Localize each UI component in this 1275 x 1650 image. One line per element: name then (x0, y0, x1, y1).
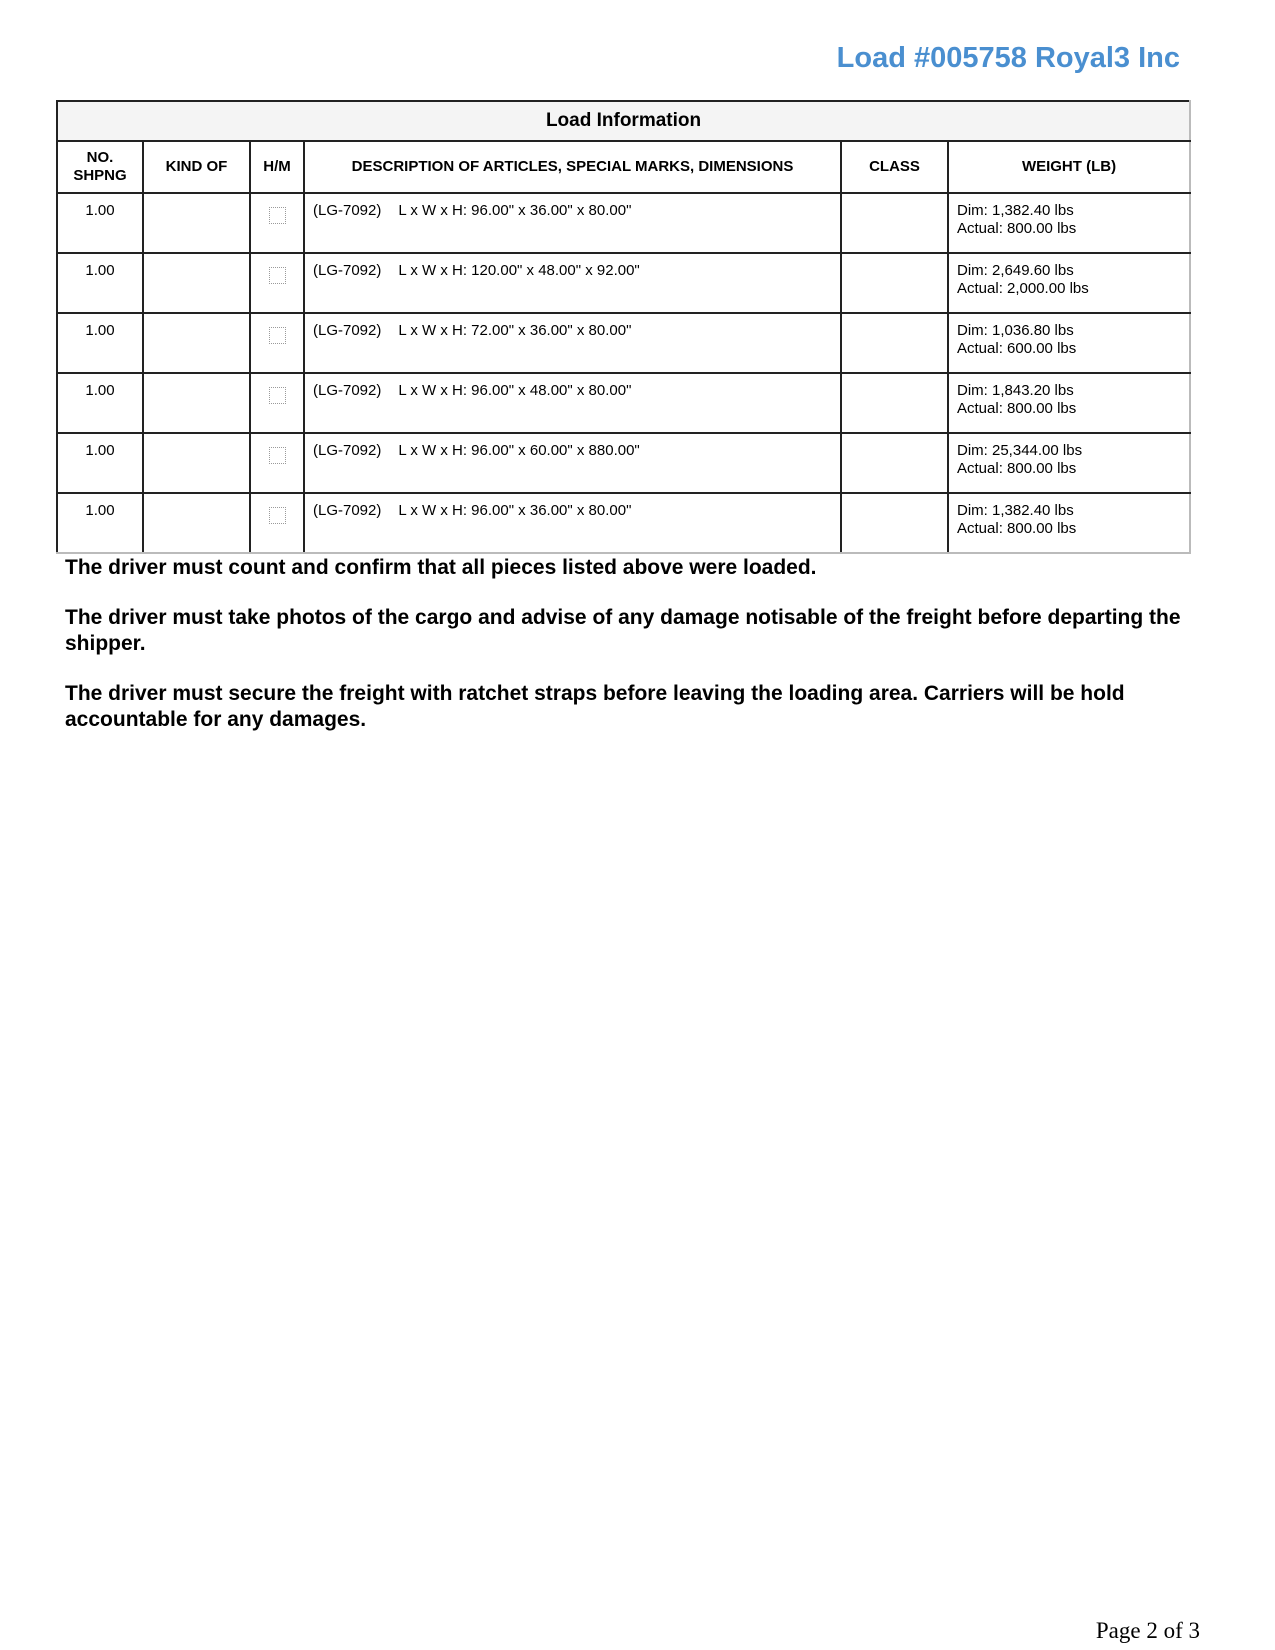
weight-cell (948, 193, 1190, 253)
hm-checkbox[interactable] (269, 507, 286, 524)
column-header-description: DESCRIPTION OF ARTICLES, SPECIAL MARKS, DIMENSIONS (304, 141, 841, 193)
dim-weight: Dim: 1,843.20 lbs (957, 382, 1074, 399)
instruction-count-pieces: The driver must count and confirm that all pieces listed above were loaded. (65, 556, 817, 579)
column-header-no-shpng: NO. SHPNG (57, 141, 143, 193)
description-cell (304, 253, 841, 313)
hm-checkbox[interactable] (269, 387, 286, 404)
weight-cell (948, 253, 1190, 313)
table-row (57, 313, 1190, 373)
actual-weight: Actual: 800.00 lbs (957, 220, 1077, 237)
class-cell (841, 373, 948, 433)
hm-checkbox[interactable] (269, 447, 286, 464)
instruction-secure-freight: The driver must secure the freight with ratchet straps before leaving the loading area. Carriers will be hold accountable for any damages. (65, 682, 1125, 731)
hm-checkbox[interactable] (269, 327, 286, 344)
kind-of-cell (143, 193, 250, 253)
hm-cell (250, 313, 304, 373)
kind-of-cell (143, 253, 250, 313)
hm-cell (250, 193, 304, 253)
no-shpng-cell: 1.00 (57, 193, 143, 253)
description-cell (304, 433, 841, 493)
kind-of-cell (143, 313, 250, 373)
dim-weight: Dim: 1,036.80 lbs (957, 322, 1074, 339)
article-code: (LG-7092) (313, 502, 382, 519)
document-title: Load #005758 Royal3 Inc (836, 42, 1180, 74)
no-shpng-cell: 1.00 (57, 373, 143, 433)
weight-cell (948, 433, 1190, 493)
table-row (57, 193, 1190, 253)
hm-checkbox[interactable] (269, 267, 286, 284)
description-cell (304, 493, 841, 553)
article-code: (LG-7092) (313, 442, 382, 459)
description-cell (304, 373, 841, 433)
no-shpng-cell: 1.00 (57, 313, 143, 373)
article-dimensions: L x W x H: 96.00" x 48.00" x 80.00" (398, 382, 632, 399)
column-header-weight: WEIGHT (LB) (948, 141, 1190, 193)
article-code: (LG-7092) (313, 202, 382, 219)
dim-weight: Dim: 2,649.60 lbs (957, 262, 1074, 279)
dim-weight: Dim: 25,344.00 lbs (957, 442, 1083, 459)
dim-weight: Dim: 1,382.40 lbs (957, 502, 1074, 519)
class-cell (841, 313, 948, 373)
table-row (57, 253, 1190, 313)
hm-cell (250, 433, 304, 493)
hm-checkbox[interactable] (269, 207, 286, 224)
actual-weight: Actual: 800.00 lbs (957, 460, 1077, 477)
article-dimensions: L x W x H: 96.00" x 36.00" x 80.00" (398, 502, 632, 519)
driver-instructions (65, 555, 1185, 757)
actual-weight: Actual: 800.00 lbs (957, 520, 1077, 537)
description-cell (304, 313, 841, 373)
load-information-table (56, 100, 1191, 554)
actual-weight: Actual: 800.00 lbs (957, 400, 1077, 417)
class-cell (841, 433, 948, 493)
weight-cell (948, 493, 1190, 553)
hm-cell (250, 253, 304, 313)
article-dimensions: L x W x H: 96.00" x 36.00" x 80.00" (398, 202, 632, 219)
article-code: (LG-7092) (313, 262, 382, 279)
class-cell (841, 253, 948, 313)
table-row (57, 433, 1190, 493)
table-row (57, 493, 1190, 553)
article-dimensions: L x W x H: 72.00" x 36.00" x 80.00" (398, 322, 632, 339)
kind-of-cell (143, 433, 250, 493)
no-shpng-cell: 1.00 (57, 433, 143, 493)
article-code: (LG-7092) (313, 322, 382, 339)
description-cell (304, 193, 841, 253)
actual-weight: Actual: 2,000.00 lbs (957, 280, 1089, 297)
table-row (57, 373, 1190, 433)
kind-of-cell (143, 373, 250, 433)
page-number: Page 2 of 3 (1095, 1618, 1200, 1643)
table-caption: Load Information (57, 101, 1190, 141)
no-shpng-cell: 1.00 (57, 253, 143, 313)
dim-weight: Dim: 1,382.40 lbs (957, 202, 1074, 219)
hm-cell (250, 373, 304, 433)
no-shpng-cell: 1.00 (57, 493, 143, 553)
actual-weight: Actual: 600.00 lbs (957, 340, 1077, 357)
weight-cell (948, 313, 1190, 373)
article-dimensions: L x W x H: 96.00" x 60.00" x 880.00" (398, 442, 640, 459)
class-cell (841, 493, 948, 553)
hm-cell (250, 493, 304, 553)
article-dimensions: L x W x H: 120.00" x 48.00" x 92.00" (398, 262, 640, 279)
instruction-photos: The driver must take photos of the cargo and advise of any damage notisable of the freight before departing the shipper. (65, 606, 1181, 655)
column-header-class: CLASS (841, 141, 948, 193)
column-header-kind-of: KIND OF (143, 141, 250, 193)
article-code: (LG-7092) (313, 382, 382, 399)
column-header-hm: H/M (250, 141, 304, 193)
class-cell (841, 193, 948, 253)
kind-of-cell (143, 493, 250, 553)
weight-cell (948, 373, 1190, 433)
